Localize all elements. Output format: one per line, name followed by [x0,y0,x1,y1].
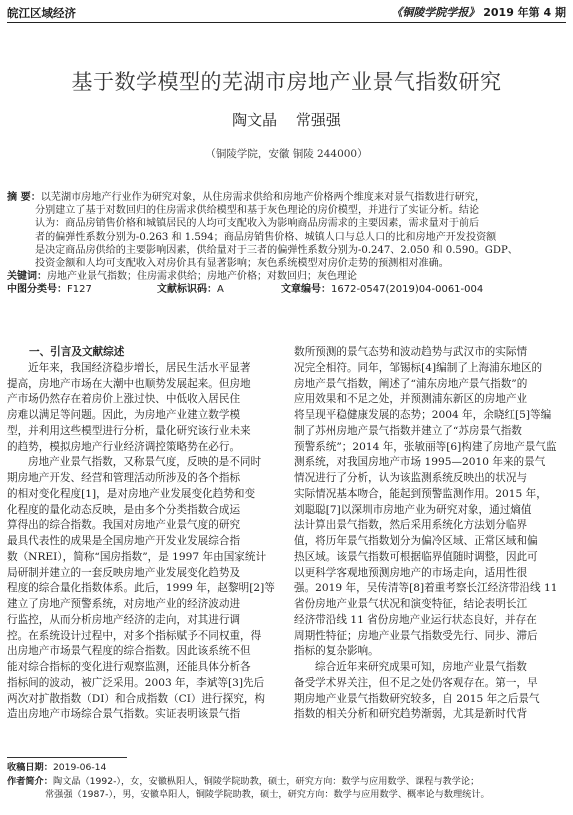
body-line: 况完全相符。同年，邹锡标[4]编制了上海浦东地区的 [294,361,543,374]
body-line: 将呈现平稳健康发展的态势；2004 年，余晓红[5]等编 [294,409,552,421]
journal-issue [391,4,566,20]
paper-title: 基于数学模型的芜湖市房地产业景气指数研究 [71,70,502,94]
keywords [7,270,566,283]
body-line: 指标间的波动，被广泛采用。2003 年，李斌等[3]先后 [7,676,265,689]
abstract-block [7,191,566,297]
body-line: 测系统，对我国房地产市场 1995—2010 年来的景气 [294,456,546,469]
left-column [7,345,279,723]
author-bio: 作者简介：陶文晶（1992-），女，安徽枞阳人，铜陵学院助教，硕士，研究方向：数学与应用数学、课程与教学论； [7,775,480,787]
document-code: 文献标识码：A [157,284,224,296]
body-line: 制了苏州房地产景气指数并建立了“苏房景气指数 [294,424,522,437]
body-line: 程度的综合量化指数体系。此后，1999 年，赵黎明[2]等 [7,582,275,595]
article-number: 文章编号：1672-0547(2019)04-0061-004 [281,284,484,296]
body-line: 控。在系统设计过程中，对多个指标赋予不同权重，得 [7,629,262,642]
body-line: 应用效果和不足之处，并预测浦东新区的房地产业 [294,393,528,406]
body-line: 备受学术界关注，但不足之处仍客观存在。第一，早 [294,676,538,689]
body-line: 预警系统”；2014 年，张敏丽等[6]构建了房地产景气监 [294,440,557,453]
body-line: 刘聪聪[7]以深圳市房地产业为研究对象，通过熵值 [294,503,532,516]
abstract-line: 摘 要：以芜湖市房地产行业作为研究对象，从住房需求供给和房地产价格两个维度来对景气指数进行研究， [7,192,485,203]
body-line: 算得出的综合指数。我国对房地产业景气度的研究 [7,519,241,532]
clc-number: 中图分类号：F127 [7,284,92,296]
body-line: 综合近年来研究成果可知，房地产业景气指数 [315,661,527,673]
body-line: 房地产业景气指数，又称景气度，反映的是不同时 [28,456,262,469]
body-line: 的相对变化程度[1]，是对房地产业发展变化趋势和变 [7,487,256,500]
abstract-line: 是决定商品房供给的主要影响因素，供给量对于三者的偏弹性系数分别为-0.247、2.050 和 0.590。GDP、 [35,244,518,256]
body-line: 以更科学客观地预测房地产的市场走向，适用性很 [294,566,528,579]
header-rule [7,22,566,23]
body-line: 指数的相关分析和研究趋势渐弱，尤其是新时代背 [294,708,528,721]
author-bio-continued: 常强强（1987-），男，安徽阜阳人，铜陵学院助教，硕士，研究方向：数学与应用数学、概率论与数理统计。 [45,789,490,800]
body-line: 情况进行了分析，认为该监测系统反映出的状况与 [294,472,528,484]
received-date: 收稿日期：2019-06-14 [7,762,107,773]
body-line: 实际情况基本吻合，能起到预警监测作用。2015 年， [294,487,547,500]
abstract-line: 认为：商品房销售价格和城镇居民的人均可支配收入为影响商品房需求的主要因素，需求量对于前后 [35,218,480,230]
body-line: 近年来，我国经济稳步增长，居民生活水平显著 [28,361,251,374]
abstract-label: 摘 要： [7,192,41,203]
body-line: 化程度的量化动态反映，是由多个分类指数合成运 [7,503,241,516]
body-line: 值，将历年景气指数划分为偏冷区域、正常区域和偏 [294,535,538,547]
journal-name: 《铜陵学院学报》 [391,6,480,19]
classification-line [7,283,566,296]
body-line: 法计算出景气指数，然后采用系统化方法划分临界 [294,519,528,532]
body-line: 指标的复杂影响。 [294,645,379,658]
body-line: 热区域。该景气指数可根据临界值随时调整，因此可 [294,550,538,563]
body-line: 省份房地产业景气状况和演变特征，结论表明长江 [294,598,528,610]
abstract-line: 者的偏弹性系数分别为-0.263 和 1.594；商品房销售价格、城镇人口与总人口的比和房地产开发投资额 [35,231,497,243]
body-line: 经济带沿线 11 省份房地产业运行状态良好，并存在 [294,613,537,626]
body-line: 两次对扩散指数（DI）和合成指数（CI）进行探究，构 [7,692,266,705]
body-line: 行监控，从而分析房地产经济的走向，对其进行调 [7,613,241,626]
body-line: 局研制并建立的一套反映房地产业发展变化趋势及 [7,566,241,579]
body-line: 期房地产开发、经营和管理活动所涉及的各个指标 [7,472,241,484]
abstract-line: 分别建立了基于对数回归的住房需求供给模型和基于灰色理论的房价模型，并进行了实证分析。结论 [35,205,480,217]
body-line: 能对综合指标的变化进行观察监测，还能具体分析各 [7,661,251,673]
body-line: 期房地产业景气指数研究较多，自 2015 年之后景气 [294,692,540,705]
keywords-text: 房地产业景气指数；住房需求供给；房地产价格；对数回归；灰色理论 [47,271,357,283]
footnote-rule [7,757,127,758]
body-line: 提高，房地产市场在大潮中也顺势发展起来。但房地 [7,377,251,390]
body-line: 数所预测的景气态势和波动趋势与武汉市的实际情 [294,346,528,358]
body-line: 房难以满足等问题。因此，为房地产业建立数学模 [7,409,241,421]
body-line: 周期性特征；房地产业景气指数受先行、同步、滞后 [294,629,538,642]
keywords-label: 关键词： [7,271,47,283]
section-header: 皖江区域经济 [7,6,76,20]
body-line: 型，并利用这些模型进行分析，量化研究该行业未来 [7,424,251,437]
body-line: 建立了房地产预警系统，对房地产业的经济波动进 [7,598,241,610]
body-line: 造出房地产市场综合景气指数。实证表明该景气指 [7,708,241,721]
abstract-line: 投资金额和人均可支配收入对房价具有显著影响；灰色系统模型对房价走势的预测相对准确。 [35,258,449,270]
body-line: 房地产景气指数，阐述了“浦东房地产景气指数”的 [294,377,528,390]
issue-number: 2019 年第 4 期 [483,6,566,19]
body-line: 最具代表性的成果是全国房地产开发业发展综合指 [7,535,241,547]
body-line: 产市场仍然存在着房价上涨过快、中低收入居民住 [7,393,241,406]
footnote-block [7,761,566,802]
body-line: 数（NREI），简称“国房指数”，是 1997 年由国家统计 [7,550,267,563]
body-line: 的趋势，模拟房地产行业经济调控策略势在必行。 [7,440,241,453]
affiliation: （铜陵学院，安徽 铜陵 244000） [205,148,368,160]
right-column [294,345,566,723]
body-line: 强。2019 年，吴传清等[8]着重考察长江经济带沿线 11 [294,582,558,595]
body-line: 出房地产市场景气程度的综合指数。因此该系统不但 [7,645,251,658]
section-heading: 一、引言及文献综述 [29,346,125,358]
authors: 陶文晶 常强强 [232,111,341,129]
